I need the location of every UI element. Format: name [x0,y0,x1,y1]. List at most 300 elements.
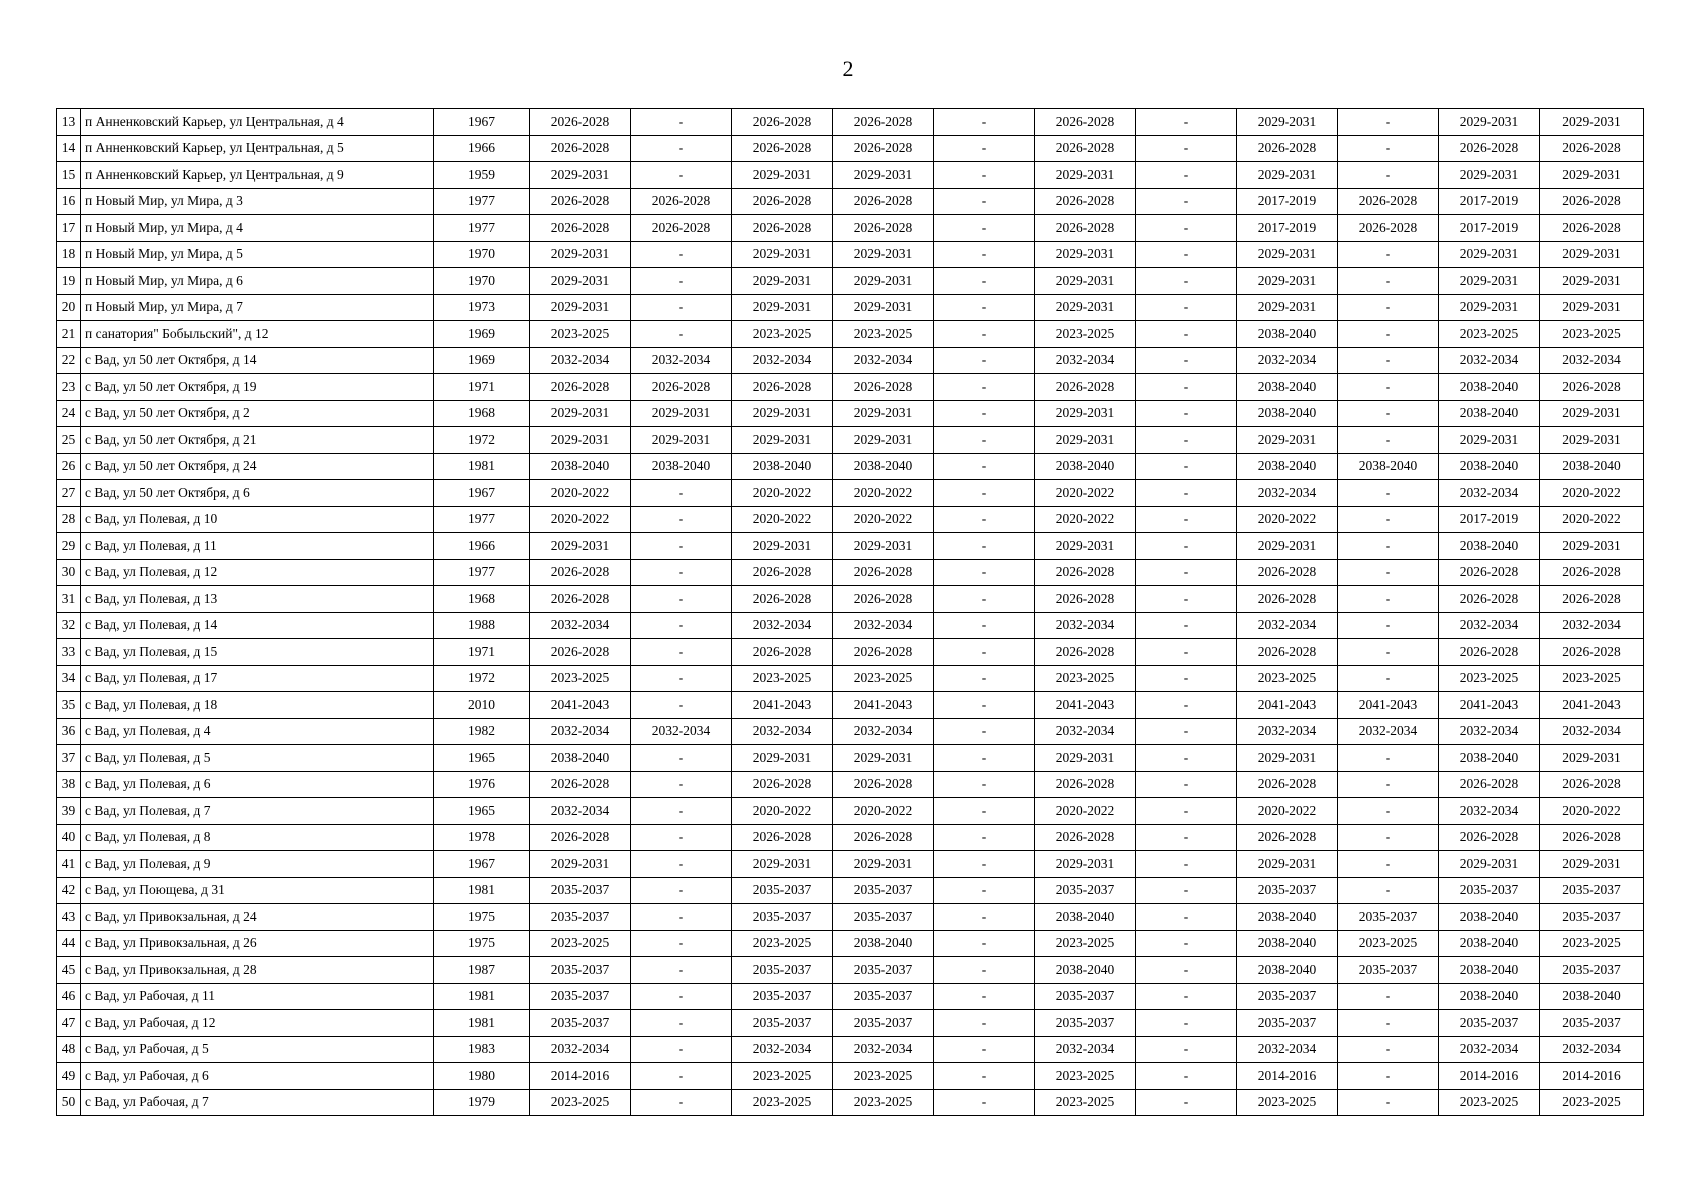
period-cell-9: - [1338,109,1439,136]
period-cell-5: - [934,400,1035,427]
period-cell-6: 2026-2028 [1035,188,1136,215]
period-cell-5: - [934,930,1035,957]
period-cell-6: 2023-2025 [1035,1089,1136,1116]
address-cell: с Вад, ул 50 лет Октября, д 14 [81,347,434,374]
period-cell-9: - [1338,506,1439,533]
period-cell-4: 2026-2028 [833,109,934,136]
period-cell-6: 2023-2025 [1035,665,1136,692]
period-cell-9: - [1338,798,1439,825]
period-cell-4: 2035-2037 [833,983,934,1010]
period-cell-10: 2032-2034 [1439,718,1540,745]
period-cell-9: - [1338,400,1439,427]
period-cell-8: 2029-2031 [1237,109,1338,136]
period-cell-9: - [1338,771,1439,798]
year-built-cell: 1966 [434,135,530,162]
period-cell-2: - [631,612,732,639]
period-cell-9: 2038-2040 [1338,453,1439,480]
row-number-cell: 25 [57,427,81,454]
period-cell-9: - [1338,1010,1439,1037]
address-cell: с Вад, ул Рабочая, д 12 [81,1010,434,1037]
period-cell-6: 2041-2043 [1035,692,1136,719]
year-built-cell: 1977 [434,559,530,586]
period-cell-1: 2035-2037 [530,1010,631,1037]
year-built-cell: 1968 [434,586,530,613]
year-built-cell: 1976 [434,771,530,798]
period-cell-7: - [1136,983,1237,1010]
period-cell-6: 2029-2031 [1035,241,1136,268]
period-cell-5: - [934,241,1035,268]
period-cell-9: 2023-2025 [1338,930,1439,957]
period-cell-7: - [1136,824,1237,851]
period-cell-7: - [1136,745,1237,772]
period-cell-7: - [1136,321,1237,348]
period-cell-4: 2032-2034 [833,612,934,639]
row-number-cell: 17 [57,215,81,242]
table-row [57,533,1644,560]
period-cell-5: - [934,718,1035,745]
period-cell-6: 2020-2022 [1035,798,1136,825]
period-cell-4: 2026-2028 [833,824,934,851]
period-cell-10: 2038-2040 [1439,533,1540,560]
period-cell-9: - [1338,983,1439,1010]
period-cell-4: 2026-2028 [833,639,934,666]
address-cell: с Вад, ул Полевая, д 15 [81,639,434,666]
period-cell-3: 2026-2028 [732,374,833,401]
table-row [57,162,1644,189]
period-cell-5: - [934,904,1035,931]
year-built-cell: 1968 [434,400,530,427]
period-cell-3: 2026-2028 [732,586,833,613]
period-cell-3: 2029-2031 [732,162,833,189]
period-cell-6: 2029-2031 [1035,427,1136,454]
period-cell-8: 2020-2022 [1237,506,1338,533]
period-cell-3: 2023-2025 [732,665,833,692]
year-built-cell: 1982 [434,718,530,745]
period-cell-11: 2038-2040 [1540,453,1644,480]
period-cell-2: - [631,824,732,851]
period-cell-11: 2026-2028 [1540,771,1644,798]
period-cell-5: - [934,957,1035,984]
period-cell-8: 2035-2037 [1237,983,1338,1010]
period-cell-4: 2035-2037 [833,904,934,931]
year-built-cell: 1977 [434,188,530,215]
period-cell-7: - [1136,639,1237,666]
period-cell-11: 2035-2037 [1540,877,1644,904]
period-cell-4: 2035-2037 [833,877,934,904]
period-cell-3: 2026-2028 [732,559,833,586]
address-cell: п Анненковский Карьер, ул Центральная, д 5 [81,135,434,162]
period-cell-4: 2020-2022 [833,798,934,825]
period-cell-1: 2032-2034 [530,718,631,745]
period-cell-7: - [1136,1063,1237,1090]
period-cell-10: 2029-2031 [1439,851,1540,878]
period-cell-10: 2029-2031 [1439,162,1540,189]
period-cell-5: - [934,877,1035,904]
period-cell-9: - [1338,294,1439,321]
period-cell-4: 2029-2031 [833,400,934,427]
period-cell-2: - [631,1010,732,1037]
address-cell: с Вад, ул Полевая, д 9 [81,851,434,878]
period-cell-6: 2023-2025 [1035,930,1136,957]
address-cell: п Анненковский Карьер, ул Центральная, д 9 [81,162,434,189]
period-cell-6: 2032-2034 [1035,1036,1136,1063]
period-cell-6: 2029-2031 [1035,268,1136,295]
period-cell-2: - [631,957,732,984]
period-cell-7: - [1136,930,1237,957]
address-cell: с Вад, ул 50 лет Октября, д 24 [81,453,434,480]
row-number-cell: 19 [57,268,81,295]
period-cell-8: 2026-2028 [1237,135,1338,162]
period-cell-10: 2038-2040 [1439,745,1540,772]
period-cell-8: 2020-2022 [1237,798,1338,825]
period-cell-3: 2023-2025 [732,321,833,348]
period-cell-11: 2026-2028 [1540,374,1644,401]
period-cell-11: 2032-2034 [1540,718,1644,745]
period-cell-11: 2023-2025 [1540,321,1644,348]
period-cell-3: 2026-2028 [732,771,833,798]
period-cell-8: 2038-2040 [1237,904,1338,931]
address-cell: с Вад, ул Полевая, д 7 [81,798,434,825]
period-cell-8: 2035-2037 [1237,877,1338,904]
address-cell: с Вад, ул 50 лет Октября, д 6 [81,480,434,507]
period-cell-2: 2032-2034 [631,347,732,374]
period-cell-2: - [631,268,732,295]
period-cell-7: - [1136,1010,1237,1037]
row-number-cell: 20 [57,294,81,321]
table-row [57,188,1644,215]
address-cell: с Вад, ул Полевая, д 4 [81,718,434,745]
row-number-cell: 40 [57,824,81,851]
row-number-cell: 37 [57,745,81,772]
period-cell-3: 2029-2031 [732,427,833,454]
period-cell-4: 2032-2034 [833,1036,934,1063]
year-built-cell: 1977 [434,506,530,533]
period-cell-9: - [1338,745,1439,772]
row-number-cell: 22 [57,347,81,374]
period-cell-7: - [1136,268,1237,295]
period-cell-9: - [1338,824,1439,851]
table-row [57,109,1644,136]
period-cell-5: - [934,983,1035,1010]
row-number-cell: 33 [57,639,81,666]
period-cell-6: 2029-2031 [1035,851,1136,878]
period-cell-6: 2038-2040 [1035,904,1136,931]
period-cell-1: 2032-2034 [530,612,631,639]
period-cell-5: - [934,586,1035,613]
table-row [57,798,1644,825]
period-cell-9: - [1338,851,1439,878]
period-cell-9: - [1338,586,1439,613]
period-cell-2: 2032-2034 [631,718,732,745]
period-cell-5: - [934,506,1035,533]
period-cell-8: 2032-2034 [1237,1036,1338,1063]
period-cell-5: - [934,480,1035,507]
address-cell: с Вад, ул Рабочая, д 7 [81,1089,434,1116]
year-built-cell: 1969 [434,321,530,348]
period-cell-3: 2038-2040 [732,453,833,480]
period-cell-11: 2023-2025 [1540,930,1644,957]
period-cell-3: 2029-2031 [732,268,833,295]
period-cell-10: 2032-2034 [1439,1036,1540,1063]
period-cell-10: 2026-2028 [1439,771,1540,798]
period-cell-1: 2029-2031 [530,162,631,189]
period-cell-1: 2026-2028 [530,824,631,851]
period-cell-3: 2029-2031 [732,851,833,878]
period-cell-4: 2038-2040 [833,930,934,957]
period-cell-10: 2026-2028 [1439,824,1540,851]
period-cell-5: - [934,1036,1035,1063]
period-cell-2: - [631,639,732,666]
table-row [57,612,1644,639]
period-cell-5: - [934,1089,1035,1116]
period-cell-10: 2032-2034 [1439,480,1540,507]
period-cell-11: 2029-2031 [1540,427,1644,454]
period-cell-7: - [1136,851,1237,878]
table-row [57,1036,1644,1063]
address-cell: с Вад, ул Привокзальная, д 26 [81,930,434,957]
period-cell-6: 2032-2034 [1035,612,1136,639]
period-cell-1: 2029-2031 [530,427,631,454]
period-cell-6: 2026-2028 [1035,215,1136,242]
period-cell-3: 2026-2028 [732,215,833,242]
table-row [57,851,1644,878]
table-row [57,824,1644,851]
row-number-cell: 42 [57,877,81,904]
table-row [57,347,1644,374]
period-cell-1: 2026-2028 [530,639,631,666]
page-number: 2 [842,56,854,81]
period-cell-4: 2035-2037 [833,1010,934,1037]
row-number-cell: 32 [57,612,81,639]
period-cell-2: - [631,135,732,162]
year-built-cell: 1981 [434,983,530,1010]
period-cell-11: 2026-2028 [1540,188,1644,215]
period-cell-1: 2026-2028 [530,215,631,242]
table-row [57,639,1644,666]
period-cell-1: 2032-2034 [530,1036,631,1063]
table-row [57,745,1644,772]
period-cell-1: 2023-2025 [530,321,631,348]
year-built-cell: 1970 [434,268,530,295]
period-cell-3: 2035-2037 [732,983,833,1010]
row-number-cell: 16 [57,188,81,215]
period-cell-11: 2026-2028 [1540,135,1644,162]
period-cell-1: 2035-2037 [530,983,631,1010]
table-row [57,321,1644,348]
period-cell-1: 2029-2031 [530,400,631,427]
period-cell-11: 2041-2043 [1540,692,1644,719]
period-cell-3: 2026-2028 [732,135,833,162]
period-cell-11: 2032-2034 [1540,347,1644,374]
table-row [57,241,1644,268]
year-built-cell: 1966 [434,533,530,560]
period-cell-8: 2038-2040 [1237,930,1338,957]
table-row [57,718,1644,745]
period-cell-7: - [1136,612,1237,639]
table-row [57,268,1644,295]
period-cell-5: - [934,1010,1035,1037]
period-cell-7: - [1136,374,1237,401]
period-cell-10: 2023-2025 [1439,1089,1540,1116]
period-cell-3: 2020-2022 [732,506,833,533]
address-cell: с Вад, ул Полевая, д 10 [81,506,434,533]
period-cell-1: 2020-2022 [530,506,631,533]
period-cell-8: 2029-2031 [1237,162,1338,189]
period-cell-8: 2032-2034 [1237,347,1338,374]
year-built-cell: 1987 [434,957,530,984]
period-cell-10: 2026-2028 [1439,586,1540,613]
period-cell-6: 2020-2022 [1035,506,1136,533]
period-cell-8: 2029-2031 [1237,268,1338,295]
period-cell-9: - [1338,241,1439,268]
period-cell-10: 2017-2019 [1439,188,1540,215]
period-cell-2: - [631,1036,732,1063]
row-number-cell: 34 [57,665,81,692]
year-built-cell: 1972 [434,427,530,454]
period-cell-2: 2026-2028 [631,188,732,215]
period-cell-10: 2038-2040 [1439,400,1540,427]
period-cell-5: - [934,294,1035,321]
period-cell-2: - [631,241,732,268]
period-cell-1: 2029-2031 [530,533,631,560]
period-cell-6: 2026-2028 [1035,374,1136,401]
address-cell: с Вад, ул Полевая, д 18 [81,692,434,719]
period-cell-9: - [1338,374,1439,401]
period-cell-11: 2020-2022 [1540,798,1644,825]
period-cell-8: 2026-2028 [1237,771,1338,798]
period-cell-2: - [631,665,732,692]
address-cell: с Вад, ул Полевая, д 12 [81,559,434,586]
period-cell-7: - [1136,347,1237,374]
period-cell-4: 2023-2025 [833,1063,934,1090]
period-cell-1: 2032-2034 [530,347,631,374]
period-cell-2: - [631,533,732,560]
row-number-cell: 50 [57,1089,81,1116]
period-cell-1: 2023-2025 [530,1089,631,1116]
period-cell-7: - [1136,957,1237,984]
period-cell-8: 2029-2031 [1237,294,1338,321]
period-cell-8: 2026-2028 [1237,559,1338,586]
period-cell-5: - [934,374,1035,401]
period-cell-10: 2029-2031 [1439,241,1540,268]
period-cell-5: - [934,612,1035,639]
table-row [57,453,1644,480]
period-cell-6: 2029-2031 [1035,745,1136,772]
period-cell-8: 2038-2040 [1237,374,1338,401]
period-cell-2: - [631,1063,732,1090]
period-cell-2: - [631,480,732,507]
period-cell-4: 2029-2031 [833,268,934,295]
period-cell-1: 2038-2040 [530,453,631,480]
period-cell-2: - [631,506,732,533]
period-cell-1: 2032-2034 [530,798,631,825]
row-number-cell: 29 [57,533,81,560]
period-cell-7: - [1136,188,1237,215]
year-built-cell: 1965 [434,798,530,825]
table-row [57,665,1644,692]
period-cell-6: 2032-2034 [1035,347,1136,374]
period-cell-5: - [934,268,1035,295]
table-body [57,109,1644,1116]
row-number-cell: 44 [57,930,81,957]
period-cell-1: 2026-2028 [530,771,631,798]
row-number-cell: 45 [57,957,81,984]
period-cell-7: - [1136,533,1237,560]
table-row [57,480,1644,507]
period-cell-6: 2029-2031 [1035,533,1136,560]
period-cell-4: 2026-2028 [833,135,934,162]
year-built-cell: 1983 [434,1036,530,1063]
period-cell-2: - [631,745,732,772]
period-cell-9: - [1338,612,1439,639]
period-cell-2: - [631,904,732,931]
period-cell-10: 2035-2037 [1439,1010,1540,1037]
period-cell-11: 2029-2031 [1540,241,1644,268]
period-cell-9: - [1338,347,1439,374]
period-cell-1: 2023-2025 [530,930,631,957]
period-cell-6: 2029-2031 [1035,400,1136,427]
period-cell-7: - [1136,877,1237,904]
address-cell: с Вад, ул Полевая, д 17 [81,665,434,692]
period-cell-2: - [631,109,732,136]
period-cell-2: 2029-2031 [631,400,732,427]
period-cell-1: 2026-2028 [530,374,631,401]
period-cell-5: - [934,427,1035,454]
period-cell-11: 2026-2028 [1540,639,1644,666]
period-cell-2: - [631,877,732,904]
period-cell-11: 2026-2028 [1540,824,1644,851]
period-cell-3: 2035-2037 [732,877,833,904]
address-cell: с Вад, ул Поющева, д 31 [81,877,434,904]
address-cell: п Новый Мир, ул Мира, д 7 [81,294,434,321]
period-cell-8: 2038-2040 [1237,321,1338,348]
period-cell-3: 2029-2031 [732,294,833,321]
period-cell-8: 2029-2031 [1237,533,1338,560]
period-cell-4: 2026-2028 [833,559,934,586]
period-cell-4: 2041-2043 [833,692,934,719]
period-cell-3: 2032-2034 [732,347,833,374]
table-row [57,1089,1644,1116]
period-cell-11: 2029-2031 [1540,533,1644,560]
address-cell: п Новый Мир, ул Мира, д 3 [81,188,434,215]
year-built-cell: 1980 [434,1063,530,1090]
period-cell-8: 2017-2019 [1237,188,1338,215]
period-cell-4: 2038-2040 [833,453,934,480]
period-cell-10: 2014-2016 [1439,1063,1540,1090]
year-built-cell: 1967 [434,851,530,878]
table-row [57,135,1644,162]
address-cell: с Вад, ул Рабочая, д 5 [81,1036,434,1063]
period-cell-4: 2032-2034 [833,347,934,374]
period-cell-1: 2038-2040 [530,745,631,772]
period-cell-6: 2026-2028 [1035,824,1136,851]
period-cell-7: - [1136,109,1237,136]
period-cell-11: 2029-2031 [1540,851,1644,878]
period-cell-5: - [934,109,1035,136]
period-cell-10: 2029-2031 [1439,268,1540,295]
year-built-cell: 1967 [434,109,530,136]
year-built-cell: 1971 [434,374,530,401]
period-cell-9: 2026-2028 [1338,215,1439,242]
row-number-cell: 15 [57,162,81,189]
year-built-cell: 1975 [434,904,530,931]
period-cell-6: 2029-2031 [1035,162,1136,189]
period-cell-2: - [631,559,732,586]
table-row [57,930,1644,957]
year-built-cell: 1972 [434,665,530,692]
period-cell-4: 2029-2031 [833,745,934,772]
period-cell-9: 2026-2028 [1338,188,1439,215]
